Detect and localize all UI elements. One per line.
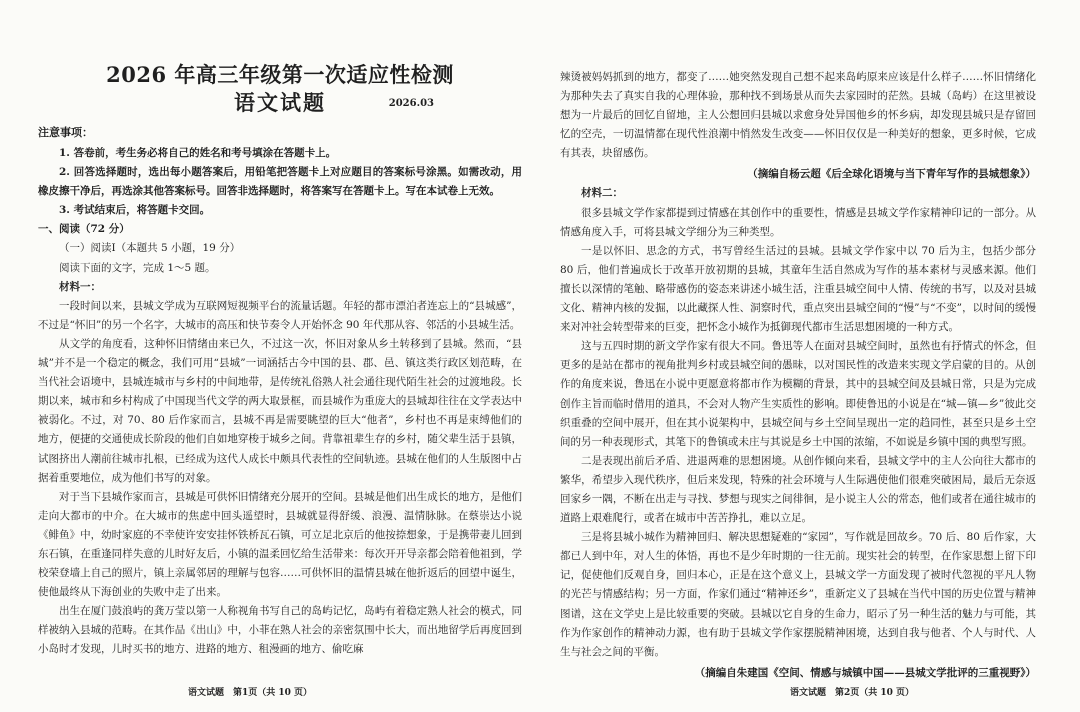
passage-paragraph: 从文学的角度看，这种怀旧情绪由来已久，不过这一次，怀旧对象从乡土转移到了县城。然而，“县城”并不是一个稳定的概念，我们可用“县城”一词涵括古今中国的县、郡、邑、镇这类行政区划范畴，在当代社会语境中，县城连城市与乡村的中间地带，是传统礼俗熟人社会通往现代陌生社会的过渡地段。长期以来，城市和乡村构成了中国现当代文学的两大取景框，而县城作为重庞大的县城却往往在文学表达中被弱化。不过，对 70、80 后作家而言，县城不再是需要眺望的巨大“他者”，乡村也不再是束缚他们的地方，便捷的交通使成长阶段的他们自如地穿梭于城乡之间。背靠祖辈生存的乡村，随父辈生活于县镇，试图挤出人潮前往城市扎根，已经成为这代人成长中颇具代表性的空间轨迹。县城在他们的人生版图中占据着重要地位，成为他们书写的对象。: [38, 337, 522, 484]
material-label: 材料一：: [59, 280, 101, 293]
source-citation: （摘编自朱建国《空间、情感与城镇中国——县城文学批评的三重视野》）: [694, 666, 1036, 679]
passage-paragraph: 三是将县城小城作为精神回归、解决思想疑难的“家园”，写作就是回故乡。70 后、80 后作家，大都已人到中年，对人生的体悟，再也不是少年时期的一往无前。现实社会的转型，在作家思想上留下印记，促使他们反观自身，回归本心，正是在这个意义上，县城文学一方面发现了被时代忽视的平凡人物的光芒与情感结构；另一方面，作家们通过“精神还乡”，重新定义了县城在当代中国的历史位置与精神图谱，这在文学史上是比较重要的突破。县城以它自身的生命力，昭示了另一种生活的魅力与可能，其作为作家创作的精神动力源，也有助于县城文学作家摆脱精神困境，达到自我与他者、个人与时代、人生与社会之间的平衡。: [560, 531, 1036, 658]
exam-title: 2026 年高三年级第一次适应性检测: [106, 62, 454, 87]
section-heading: 一、阅读（72 分）: [38, 223, 130, 236]
passage-paragraph: 一是以怀旧、思念的方式，书写曾经生活过的县城。县城文学作家中以 70 后为主，包括少部分 80 后，他们普遍成长于改革开放初期的县城，其童年生活自然成为写作的基本素材与灵感来源。他们擅长以深情的笔触、略带感伤的姿态来讲述小城生活，注重县城空间中人情、传统的书写，以及对县城文化、精神内核的发掘，以此藏探人性、洞察时代，重点突出县城空间的“慢”与“不变”，以时间的缓慢来对冲社会转型带来的巨变，把怀念小城作为抵御现代都市生活思想困境的一种方式。: [560, 244, 1036, 334]
notice-item: 2. 回答选择题时，选出每小题答案后，用铅笔把答题卡上对应题目的答案标号涂黑。如需改动，用橡皮擦干净后，再选涂其他答案标号。回答非选择题时，将答案写在答题卡上。写在本试卷上无效。: [38, 166, 522, 198]
passage-paragraph: 辣烫被妈妈抓到的地方，都变了……她突然发现自己想不起来岛屿原来应该是什么样子……怀旧情绪化为那种失去了真实自我的心理体验，那种找不到场景从而失去家园时的茫然。县城（岛屿）在这里被设想为一片最后的回忆自留地，主人公想回归县城以求愈身处异国他乡的怀乡病，却发现县城只是存留回忆的空壳，一切温情都在现代性浪潮中悄然发生改变——怀旧仅仅是一种美好的想象，更多时候，它成有其表，块留感伤。: [560, 71, 1036, 160]
passage-paragraph: 一段时间以来，县城文学成为互联网短视频平台的流量话题。年轻的都市漂泊者连忘上的“县城感”，不过是“怀旧”的另一个名字，大城市的高压和快节奏令人开始怀念 90 年代那从容、邻活的小县城生活。: [38, 299, 522, 331]
passage-paragraph: 对于当下县城作家而言，县城是可供怀旧情绪充分展开的空间。县城是他们出生成长的地方，是他们走向大都市的中介。在大城市的焦虑中回头遥望时，县城就显得舒缓、浪漫、温情脉脉。在蔡崇达小说《鲱鱼》中，幼时家庭的不幸使许安安挂怀铁桥瓦石镇，可立足北京后的他按捺想象，于是携带妻儿回到东石镇，在重逢同样失意的儿时好友后，小镇的温柔回忆给生活带来：每次开开导亲都会陪着他祖到，学校荣登墙上自己的照片，镇上亲属邻居的理解与包容……可供怀旧的温情县城在他折返后的回望中诞生，使他最终从下海创业的失败中走了出来。: [38, 490, 522, 599]
passage-paragraph: 出生在厦门鼓浪屿的龚万莹以第一人称视角书写自己的岛屿记忆，岛屿有着稳定熟人社会的模式，同样被纳入县城的范畴。在其作品《出山》中，小菲在熟人社会的亲密氛围中长大，而出地留学后再度回到小岛时才发现，儿时买书的地方、进路的地方、租漫画的地方、偷吃麻: [38, 605, 522, 656]
notice-item: 3. 考试结束后，将答题卡交回。: [59, 204, 211, 217]
exam-subject: 语文试题: [234, 90, 326, 115]
passage-paragraph: 二是表现出前后矛盾、进退两难的思想困境。从创作倾向来看，县城文学中的主人公向往大都市的繁华，希望步入现代秩序，但后来发现，特殊的社会环境与人生际遇使他们很难突破困局，最后无奈返回家乡一隅，不断在出走与寻找、梦想与现实之间徘徊，是小说主人公的常态，他们或者在通往城市的道路上艰难爬行，或者在城市中苦苦挣扎，难以立足。: [560, 454, 1036, 525]
subtitle-row: [38, 90, 522, 118]
page-footer: 语文试题 第1页（共 10 页）: [188, 688, 313, 698]
reading-instruction: 阅读下面的文字，完成 1～5 题。: [59, 261, 216, 274]
page-footer: 语文试题 第2页（共 10 页）: [790, 688, 915, 698]
subsection-heading: （一）阅读Ⅰ（本题共 5 小题，19 分）: [59, 242, 241, 255]
source-citation: （摘编自杨云超《后全球化语境与当下青年写作的县城想象》）: [747, 168, 1036, 181]
material-label: 材料二：: [581, 187, 623, 200]
passage-paragraph: 很多县城文学作家都提到过情感在其创作中的重要性，情感是县城文学作家精神印记的一部分。从情感角度入手，可将县城文学细分为三种类型。: [560, 206, 1036, 238]
notice-heading: 注意事项：: [38, 126, 93, 139]
passage-paragraph: 这与五四时期的新文学作家有很大不同。鲁迅等人在面对县城空间时，虽然也有抒情式的怀念，但更多的是站在都市的视角批判乡村或县城空间的愚昧，以对国民性的改造来实现文学启蒙的目的。从创作的角度来说，鲁迅在小说中更愿意将都市作为模糊的背景，其中的县城空间及县城日常，只是为完成创作主旨而临时借用的道具，不会对人物产生实质性的影响。即使鲁迅的小说是在“城—镇—乡”彼此交织重叠的空间中展开，但在其小说架构中，县城空间与乡土空间呈现出一定的趋同性，甚至只是乡土空间的另一种表现形式，其笔下的鲁镇或未庄与其说是乡土中国的浓缩，不如说是乡镇中国的典型写照。: [560, 340, 1036, 448]
notice-item: 1. 答卷前，考生务必将自己的姓名和考号填涂在答题卡上。: [59, 147, 337, 159]
exam-date: 2026.03: [388, 98, 434, 109]
page-2: [540, 0, 1080, 712]
